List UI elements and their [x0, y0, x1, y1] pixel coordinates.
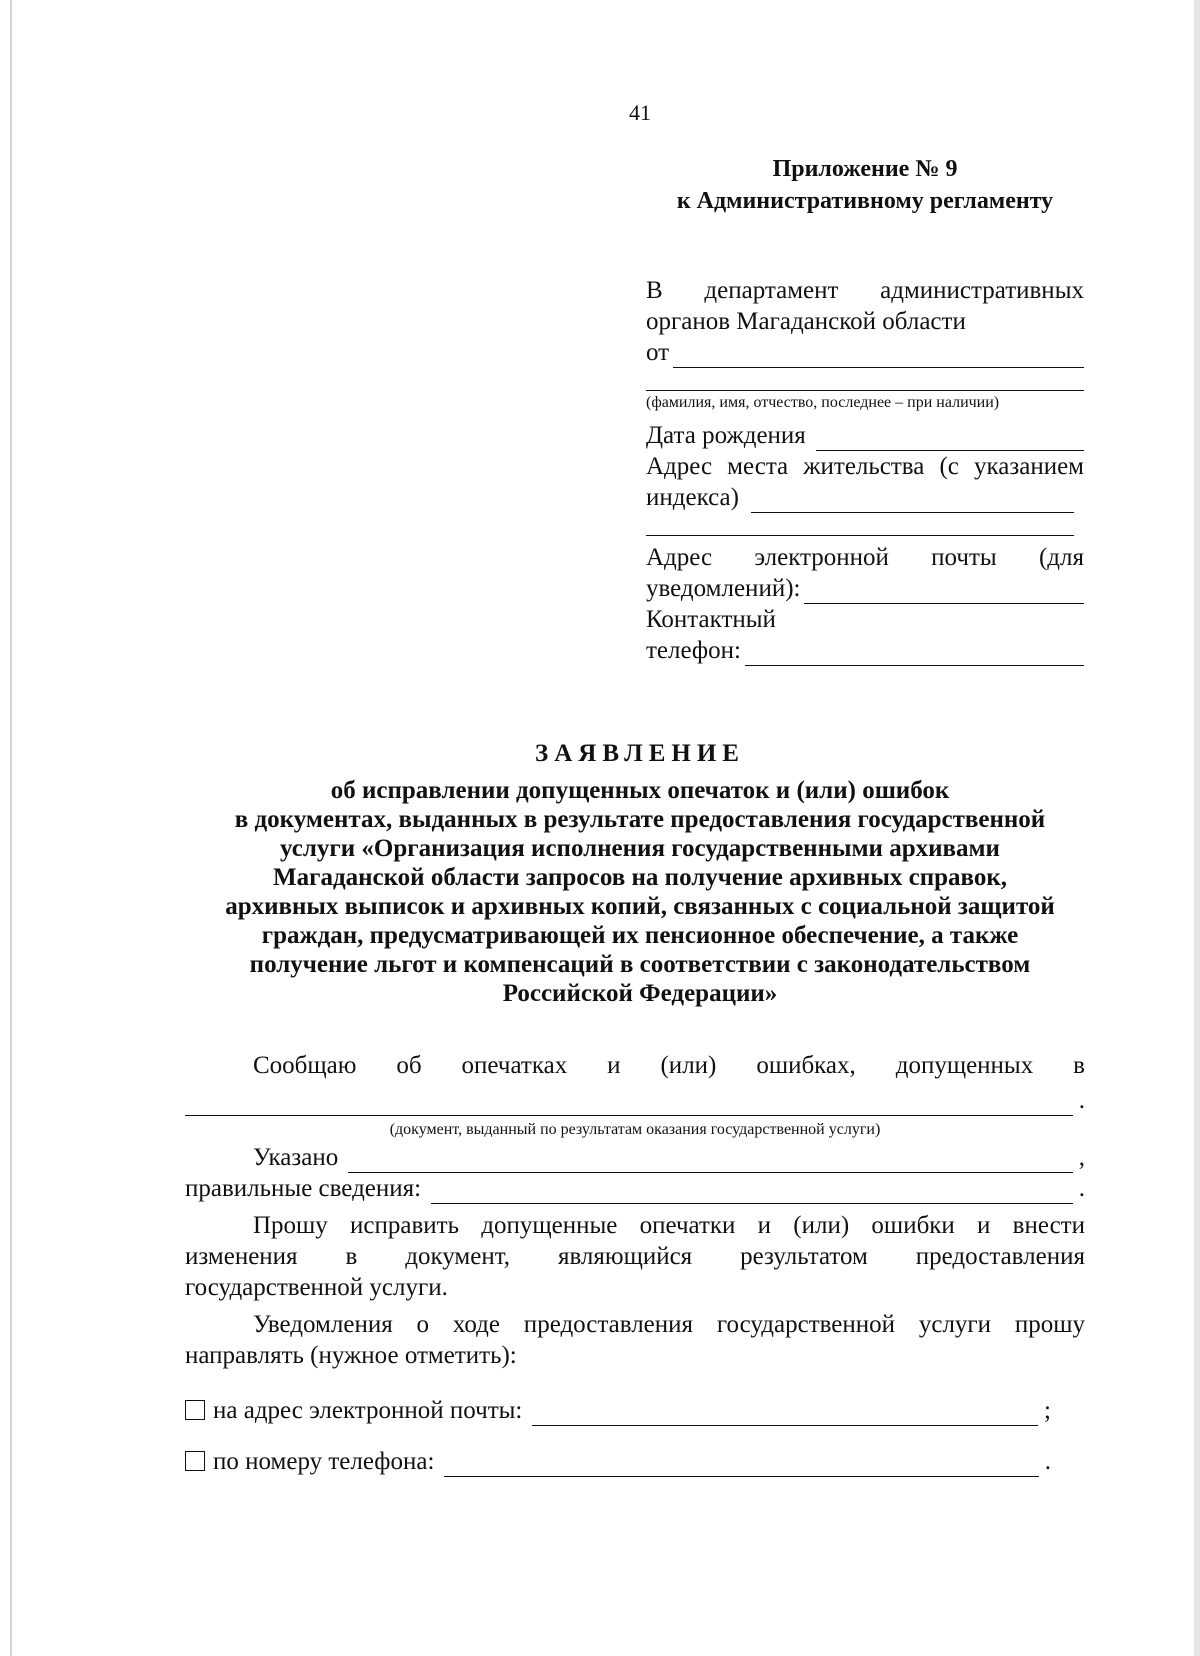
page-edge-left [10, 0, 12, 1656]
indicated-label: Указано [253, 1144, 339, 1171]
page-number: 41 [629, 100, 651, 125]
appendix-reference: к Административному регламенту [676, 188, 1054, 214]
addressee-block [646, 275, 1084, 666]
fio-hint: (фамилия, имя, отчество, последнее – при наличии) [646, 394, 1000, 411]
page-edge-right [1194, 0, 1200, 1656]
subtitle-line: получение льгот и компенсаций в соответствии с законодательством [249, 951, 1031, 978]
address-label-line-2: индекса) [646, 484, 739, 511]
option-email-label: на адрес электронной почты: [213, 1397, 523, 1424]
appendix-header [640, 153, 1090, 217]
subtitle-line: архивных выписок и архивных копий, связанных с социальной защитой [225, 893, 1055, 920]
recipient-line-2: органов Магаданской области [646, 308, 966, 335]
indicated-field[interactable] [348, 1150, 1073, 1173]
address-label-line-1: Адрес места жительства (с указанием [646, 453, 1084, 480]
birth-date-row [646, 420, 1084, 451]
email-label-line-1: Адрес электронной почты (для [646, 544, 1084, 571]
birth-date-field[interactable] [816, 428, 1084, 451]
punctuation: . [1078, 1175, 1085, 1202]
punctuation: , [1078, 1144, 1085, 1171]
punctuation: ; [1044, 1397, 1051, 1424]
recipient-line-1: В департамент административных [646, 277, 1084, 304]
request-line-3: государственной услуги. [185, 1274, 448, 1301]
fio-field[interactable] [646, 368, 1084, 391]
punctuation: . [1044, 1448, 1051, 1475]
report-text: Сообщаю об опечатках и (или) ошибках, допущенных в [253, 1052, 1085, 1079]
phone-checkbox[interactable] [185, 1451, 205, 1471]
email-checkbox[interactable] [185, 1400, 205, 1420]
appendix-number: Приложение № 9 [772, 156, 958, 182]
email-label-line-2: уведомлений): [646, 575, 801, 602]
document-row [185, 1085, 1085, 1116]
address-field-line-2[interactable] [646, 513, 1074, 536]
option-phone-row [185, 1446, 1085, 1477]
email-field[interactable] [804, 581, 1084, 604]
from-row [646, 337, 1084, 368]
subtitle-line: Магаданской области запросов на получение архивных справок, [273, 864, 1007, 891]
phone-field[interactable] [745, 643, 1084, 666]
subtitle-line: граждан, предусматривающей их пенсионное обеспечение, а также [261, 922, 1019, 949]
address-row [646, 482, 1084, 513]
address-field[interactable] [751, 490, 1074, 513]
email-row [646, 573, 1084, 604]
punctuation: . [1078, 1087, 1085, 1114]
option-phone-field[interactable] [444, 1454, 1038, 1477]
subtitle-line: в документах, выданных в результате предоставления государственной [234, 806, 1046, 833]
statement-title: ЗАЯВЛЕНИЕ [535, 740, 745, 767]
phone-label-line-1: Контактный [646, 606, 776, 633]
subtitle-line: об исправлении допущенных опечаток и (или) ошибок [330, 777, 950, 804]
birth-date-label: Дата рождения [646, 422, 806, 449]
indicated-row [185, 1142, 1085, 1173]
option-phone-label: по номеру телефона: [213, 1448, 435, 1475]
request-line-1: Прошу исправить допущенные опечатки и (или) ошибки и внести [253, 1212, 1085, 1239]
phone-row [646, 635, 1084, 666]
statement-subtitle [185, 776, 1095, 1008]
statement-body [185, 1050, 1085, 1477]
option-email-field[interactable] [532, 1403, 1038, 1426]
document-hint: (документ, выданный по результатам оказания государственной услуги) [389, 1121, 881, 1138]
from-field[interactable] [673, 345, 1084, 368]
correct-field[interactable] [431, 1181, 1073, 1204]
subtitle-line: Российской Федерации» [502, 980, 778, 1007]
notify-line-1: Уведомления о ходе предоставления государственной услуги прошу [253, 1311, 1085, 1338]
notify-line-2: направлять (нужное отметить): [185, 1342, 517, 1369]
from-label: от [646, 339, 670, 366]
phone-label-line-2: телефон: [646, 637, 741, 664]
document-field[interactable] [185, 1093, 1073, 1116]
subtitle-line: услуги «Организация исполнения государственными архивами [280, 835, 1000, 862]
correct-label: правильные сведения: [185, 1175, 422, 1202]
correct-row [185, 1173, 1085, 1204]
option-email-row [185, 1395, 1085, 1426]
request-line-2: изменения в документ, являющийся результатом предоставления [185, 1243, 1085, 1270]
